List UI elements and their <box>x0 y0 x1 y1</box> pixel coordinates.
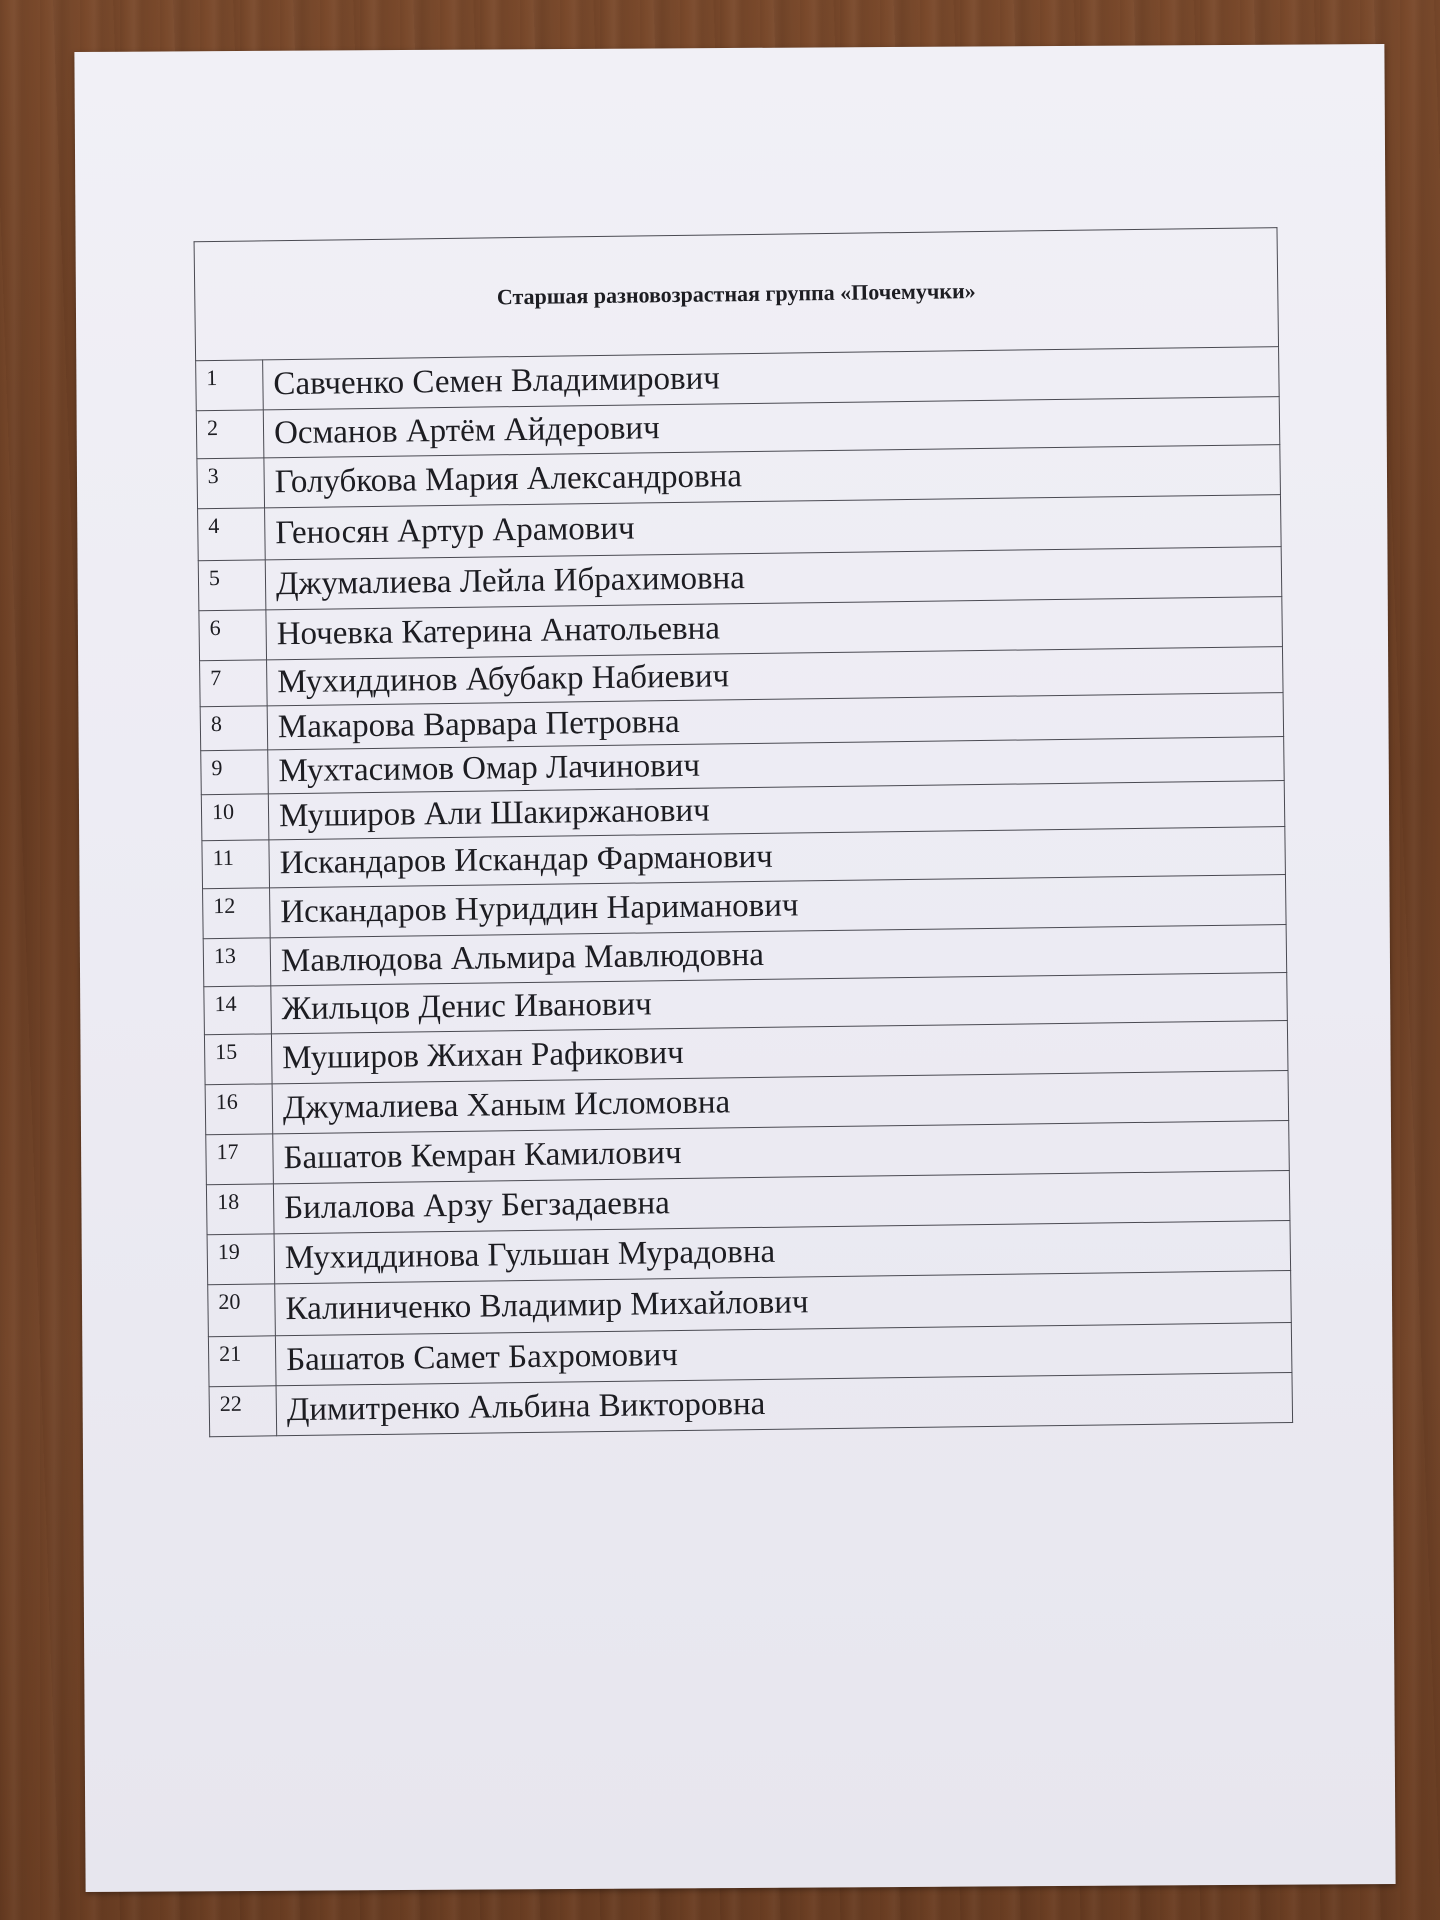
row-number: 17 <box>206 1134 274 1185</box>
student-name: Мухтасимов Омар Лачинович <box>268 737 1284 794</box>
student-name: Мухиддинова Гульшан Мурадовна <box>274 1221 1291 1284</box>
student-name: Билалова Арзу Бегзадаевна <box>273 1171 1290 1234</box>
row-number: 22 <box>209 1386 277 1437</box>
row-number: 10 <box>201 794 269 841</box>
student-name: Мухиддинов Абубакр Набиевич <box>267 647 1284 706</box>
roster-body <box>196 347 1293 1437</box>
row-number: 13 <box>203 938 271 987</box>
row-number: 12 <box>203 888 271 939</box>
row-number: 19 <box>207 1234 275 1285</box>
row-number: 6 <box>199 610 267 661</box>
student-name: Джумалиева Лейла Ибрахимовна <box>265 547 1282 610</box>
row-number: 18 <box>206 1184 274 1235</box>
student-name: Искандаров Искандар Фарманович <box>269 827 1286 888</box>
student-name: Мавлюдова Альмира Мавлюдовна <box>270 925 1287 986</box>
row-number: 11 <box>202 840 270 889</box>
roster-table <box>194 227 1294 1437</box>
student-name: Муширов Жихан Рафикович <box>271 1021 1288 1084</box>
row-number: 21 <box>208 1336 276 1387</box>
group-title: Старшая разновозрастная группа «Почемучки» <box>194 228 1278 361</box>
row-number: 1 <box>196 360 264 411</box>
student-name: Калиниченко Владимир Михайлович <box>275 1271 1292 1336</box>
row-number: 5 <box>198 560 266 611</box>
row-number: 9 <box>201 750 269 795</box>
student-name: Ночевка Катерина Анатольевна <box>266 597 1283 660</box>
student-name: Джумалиева Ханым Исломовна <box>272 1071 1289 1134</box>
row-number: 15 <box>204 1034 272 1085</box>
row-number: 20 <box>208 1284 276 1337</box>
student-name: Муширов Али Шакиржанович <box>268 781 1285 840</box>
row-number: 3 <box>197 458 265 509</box>
student-name: Башатов Самет Бахромович <box>275 1323 1292 1386</box>
student-name: Димитренко Альбина Викторовна <box>276 1373 1293 1436</box>
student-name: Голубкова Мария Александровна <box>264 445 1281 508</box>
table-title-row <box>194 228 1278 361</box>
student-name: Жильцов Денис Иванович <box>271 973 1288 1034</box>
row-number: 16 <box>205 1084 273 1135</box>
row-number: 4 <box>198 508 266 561</box>
student-name: Искандаров Нуриддин Нариманович <box>270 875 1287 938</box>
row-number: 8 <box>200 706 268 751</box>
row-number: 2 <box>196 410 264 459</box>
row-number: 14 <box>204 986 272 1035</box>
paper-sheet <box>74 44 1395 1892</box>
student-name: Башатов Кемран Камилович <box>273 1121 1290 1184</box>
student-name: Макарова Варвара Петровна <box>267 693 1283 750</box>
student-name: Геносян Артур Арамович <box>265 495 1282 560</box>
row-number: 7 <box>200 660 268 707</box>
student-name: Савченко Семен Владимирович <box>263 347 1280 410</box>
student-name: Османов Артём Айдерович <box>263 397 1280 458</box>
